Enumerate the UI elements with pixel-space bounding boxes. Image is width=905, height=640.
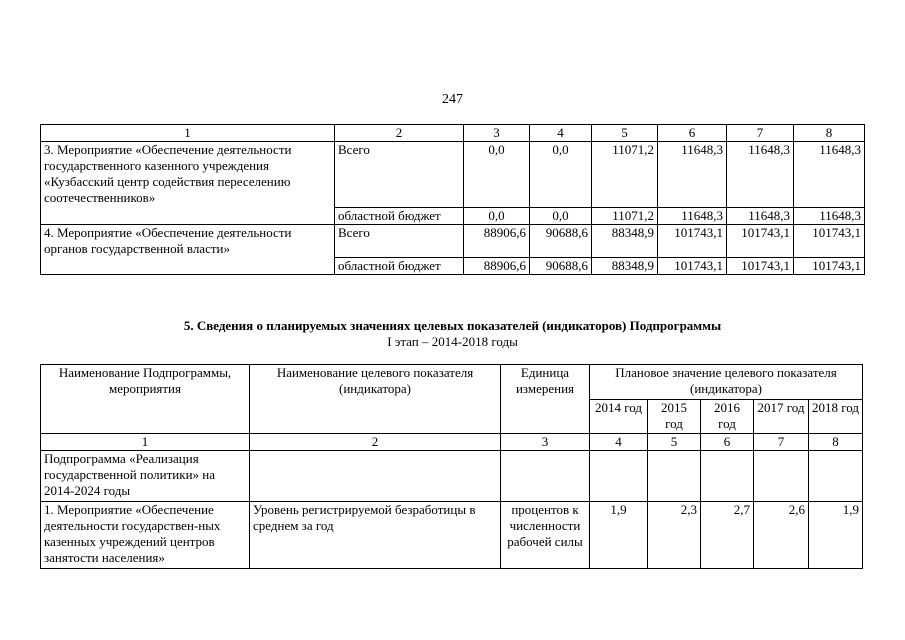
col-number: 7	[754, 434, 809, 451]
empty-cell	[590, 451, 648, 502]
value-cell: 90688,6	[530, 258, 592, 275]
funding-source: областной бюджет	[335, 258, 464, 275]
col-number: 8	[809, 434, 863, 451]
header-indicator-name: Наименование целевого показателя (индикатора)	[250, 365, 501, 434]
indicator-name: Уровень регистрируемой безработицы в среднем за год	[250, 502, 501, 569]
value-cell: 88906,6	[464, 258, 530, 275]
value-cell: 101743,1	[727, 258, 794, 275]
empty-cell	[754, 451, 809, 502]
col-number: 6	[658, 125, 727, 142]
col-number: 1	[41, 434, 250, 451]
measure-name: 3. Мероприятие «Обеспечение деятельности государственного казенного учреждения «Кузбасский центр содействия переселению соотечественников»	[41, 142, 335, 225]
col-number: 6	[701, 434, 754, 451]
col-number: 4	[590, 434, 648, 451]
value-cell: 11648,3	[658, 208, 727, 225]
col-number: 3	[464, 125, 530, 142]
col-number: 5	[592, 125, 658, 142]
header-year: 2016 год	[701, 400, 754, 434]
value-cell: 0,0	[464, 142, 530, 208]
header-year: 2018 год	[809, 400, 863, 434]
value-cell: 11648,3	[794, 208, 865, 225]
col-number: 1	[41, 125, 335, 142]
empty-cell	[648, 451, 701, 502]
funding-source: Всего	[335, 225, 464, 258]
table-row	[41, 142, 865, 208]
header-year: 2017 год	[754, 400, 809, 434]
col-number: 3	[501, 434, 590, 451]
value-cell: 2,7	[701, 502, 754, 569]
value-cell: 0,0	[464, 208, 530, 225]
value-cell: 1,9	[590, 502, 648, 569]
value-cell: 101743,1	[658, 258, 727, 275]
empty-cell	[809, 451, 863, 502]
header-year: 2015 год	[648, 400, 701, 434]
col-number: 7	[727, 125, 794, 142]
value-cell: 0,0	[530, 142, 592, 208]
col-number: 8	[794, 125, 865, 142]
table-row	[41, 502, 863, 569]
funding-source: Всего	[335, 142, 464, 208]
value-cell: 101743,1	[658, 225, 727, 258]
value-cell: 11071,2	[592, 208, 658, 225]
table-header-row	[41, 365, 863, 400]
table-row	[41, 225, 865, 258]
table-number-row	[41, 434, 863, 451]
budget-table	[40, 124, 865, 275]
page-number: 247	[442, 92, 463, 107]
value-cell: 88348,9	[592, 258, 658, 275]
value-cell: 2,6	[754, 502, 809, 569]
header-planned-value: Плановое значение целевого показателя (индикатора)	[590, 365, 863, 400]
header-unit: Единица измерения	[501, 365, 590, 434]
table-header-row	[41, 125, 865, 142]
unit-cell: процентов к численности рабочей силы	[501, 502, 590, 569]
value-cell: 11648,3	[727, 142, 794, 208]
col-number: 5	[648, 434, 701, 451]
program-name: Подпрограмма «Реализация государственной политики» на 2014-2024 годы	[41, 451, 250, 502]
value-cell: 11648,3	[658, 142, 727, 208]
value-cell: 2,3	[648, 502, 701, 569]
value-cell: 11648,3	[727, 208, 794, 225]
funding-source: областной бюджет	[335, 208, 464, 225]
col-number: 4	[530, 125, 592, 142]
indicators-table	[40, 364, 863, 569]
value-cell: 101743,1	[794, 225, 865, 258]
header-year: 2014 год	[590, 400, 648, 434]
empty-cell	[250, 451, 501, 502]
measure-name: 1. Мероприятие «Обеспечение деятельности государствен-ных казенных учреждений центров занятости населения»	[41, 502, 250, 569]
empty-cell	[501, 451, 590, 502]
value-cell: 101743,1	[794, 258, 865, 275]
value-cell: 88348,9	[592, 225, 658, 258]
empty-cell	[701, 451, 754, 502]
value-cell: 11071,2	[592, 142, 658, 208]
header-program-name: Наименование Подпрограммы, мероприятия	[41, 365, 250, 434]
value-cell: 11648,3	[794, 142, 865, 208]
value-cell: 88906,6	[464, 225, 530, 258]
col-number: 2	[250, 434, 501, 451]
section-title: 5. Сведения о планируемых значениях целевых показателей (индикаторов) Подпрограммы	[183, 318, 722, 333]
value-cell: 0,0	[530, 208, 592, 225]
table-row	[41, 451, 863, 502]
section-subtitle: I этап – 2014-2018 годы	[387, 334, 518, 349]
measure-name: 4. Мероприятие «Обеспечение деятельности органов государственной власти»	[41, 225, 335, 275]
col-number: 2	[335, 125, 464, 142]
value-cell: 1,9	[809, 502, 863, 569]
value-cell: 90688,6	[530, 225, 592, 258]
value-cell: 101743,1	[727, 225, 794, 258]
